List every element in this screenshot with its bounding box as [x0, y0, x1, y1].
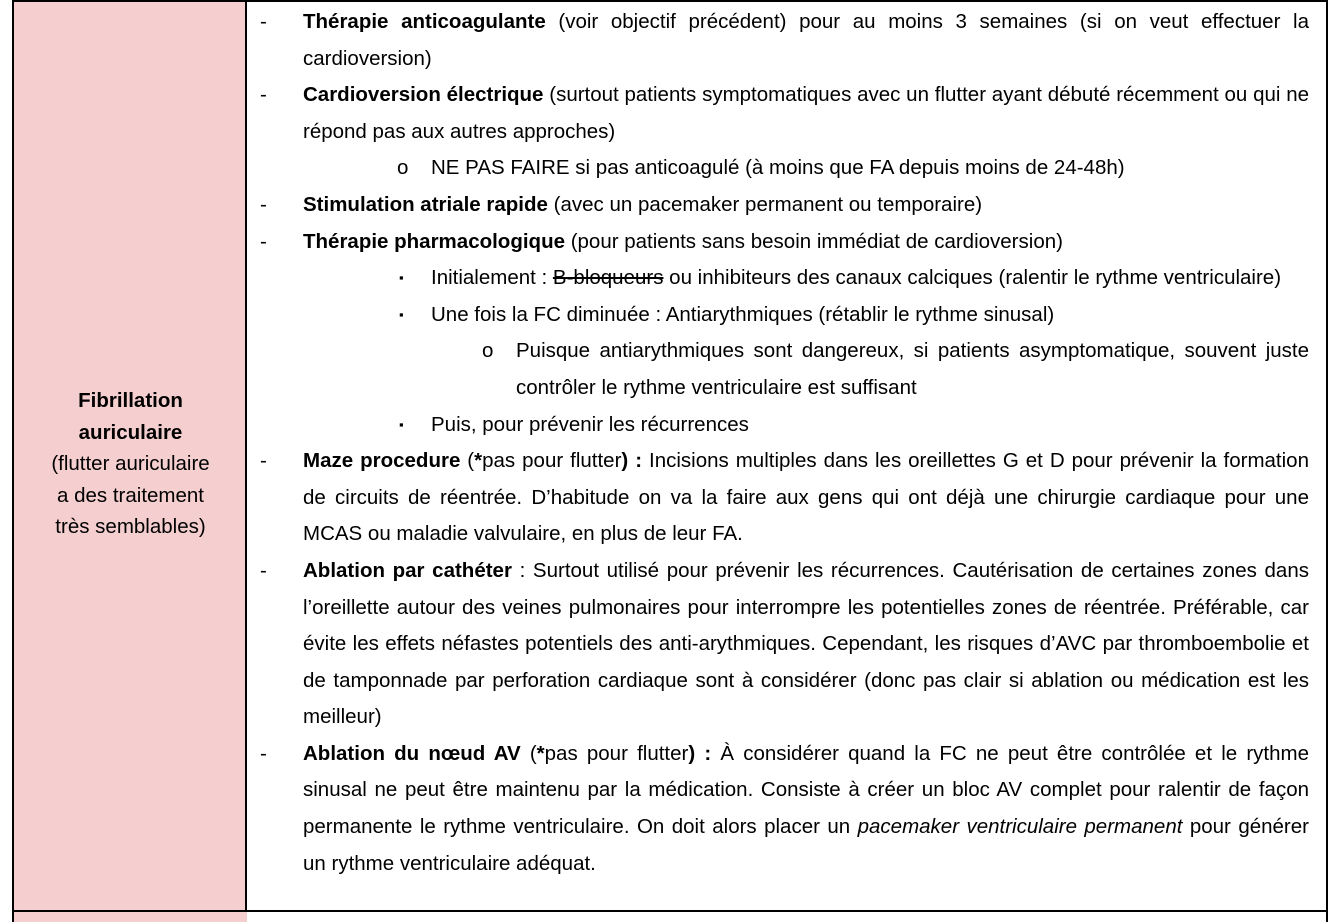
sub-item-text: Une fois la FC diminuée : Antiarythmiques (rétablir le rythme sinusal)	[431, 302, 1055, 326]
dash-marker: -	[260, 192, 267, 216]
square-marker: ▪	[399, 270, 404, 286]
colon: :	[695, 741, 712, 765]
sub-item-prefix: Initialement :	[431, 266, 553, 290]
sub-item-text: ou inhibiteurs des canaux calciques (ralentir le rythme ventriculaire)	[663, 266, 1282, 290]
dash-marker: -	[260, 229, 267, 253]
item-text: Incisions multiples dans les oreillettes G et D pour prévenir la formation de circuits de réentrée. D’habitude on va la faire aux gens qui ont déjà une chirurgie cardiaque pour une MCAS ou maladie valvulaire, en plus de leur FA.	[303, 449, 1309, 546]
treatment-content	[257, 4, 1309, 882]
condition-note-line2: a des traitement	[57, 483, 204, 507]
item-heading: Maze procedure	[303, 449, 461, 473]
condition-label	[14, 385, 247, 543]
dash-marker: -	[260, 741, 267, 765]
list-item-anticoagulation	[257, 4, 1309, 77]
condition-title-line1: Fibrillation	[78, 389, 183, 412]
item-text: (surtout patients symptomatiques avec un flutter ayant débuté récemment ou qui ne répond pas aux autres approches)	[303, 83, 1309, 143]
item-heading: Thérapie anticoagulante	[303, 10, 546, 33]
square-marker: ▪	[399, 416, 404, 432]
dash-marker: -	[260, 10, 267, 33]
sub-item-text: Puis, pour prévenir les récurrences	[431, 412, 749, 436]
square-marker: ▪	[399, 306, 404, 322]
list-item-pharmacology	[257, 224, 1309, 261]
treatment-table	[12, 0, 1328, 922]
sub-item-antiarrhythmics	[257, 297, 1309, 334]
paren-close: )	[688, 741, 696, 765]
item-text-end: pour générer un rythme ventriculaire adéquat.	[303, 815, 1309, 875]
item-italic: pacemaker ventriculaire permanent	[857, 815, 1183, 839]
item-text: À considérer quand la FC ne peut être contrôlée et le rythme sinusal ne peut être maintenu par la médication. Consiste à créer un bloc AV complet pour ralentir de façon permanente le rythme ventriculaire. On doit alors placer un	[303, 741, 1309, 839]
list-item-av-node-ablation	[257, 736, 1309, 882]
list-item-maze	[257, 443, 1309, 553]
sub-item-cardioversion-warning	[257, 150, 1309, 187]
condition-note-line3: très semblables)	[55, 515, 206, 538]
sub-item-text: Puisque antiarythmiques sont dangereux, si patients asymptomatique, souvent juste contrôler le rythme ventriculaire est suffisant	[516, 339, 1309, 399]
item-heading: Ablation par cathéter	[303, 558, 512, 582]
condition-note-line1: (flutter auriculaire	[51, 452, 210, 475]
list-item-stimulation	[257, 187, 1309, 224]
item-text: (avec un pacemaker permanent ou temporaire)	[547, 192, 983, 216]
next-row-cell	[14, 912, 247, 922]
struck-text: B-bloqueurs	[552, 266, 664, 290]
paren-text: pas pour flutter	[544, 741, 689, 765]
dash-marker: -	[260, 558, 267, 582]
dash-marker: -	[260, 449, 267, 473]
star: *	[536, 741, 545, 765]
sub-item-text: NE PAS FAIRE si pas anticoagulé (à moins que FA depuis moins de 24-48h)	[431, 156, 1125, 180]
sub-item-initial	[257, 260, 1309, 297]
circle-marker: o	[397, 156, 409, 180]
item-text: : Surtout utilisé pour prévenir les récurrences. Cautérisation de certaines zones dans l’oreillette autour des veines pulmonaires pour interrompre les potentielles zones de réentrée. Préférable, car évite les effets néfastes potentiels des anti-arythmiques. Cependant, les risques d’AVC par thromboembolie et de tamponnade par perforation cardiaque sont à considérer (donc pas clair si ablation ou médication est les meilleur)	[303, 558, 1309, 729]
item-text: (voir objectif précédent) pour au moins 3 semaines (si on veut effectuer la cardioversion)	[303, 10, 1309, 70]
item-heading: Stimulation atriale rapide	[303, 192, 548, 216]
item-heading: Ablation du nœud AV	[303, 741, 521, 765]
colon: :	[628, 449, 643, 473]
dash-marker: -	[260, 83, 267, 107]
condition-title-line2: auriculaire	[78, 420, 183, 444]
paren-open: (	[520, 741, 537, 765]
list-item-catheter-ablation	[257, 553, 1309, 736]
star: *	[474, 449, 483, 473]
item-heading: Thérapie pharmacologique	[303, 229, 565, 253]
circle-marker: o	[482, 339, 494, 363]
item-heading: Cardioversion électrique	[303, 83, 544, 107]
paren-text: pas pour flutter	[482, 449, 622, 473]
item-text: (pour patients sans besoin immédiat de cardioversion)	[565, 229, 1063, 253]
condition-cell	[14, 2, 247, 912]
paren-open: (	[460, 449, 475, 473]
sub-sub-item-danger	[257, 333, 1309, 406]
paren-close: )	[621, 449, 629, 473]
sub-item-recurrence	[257, 407, 1309, 444]
list-item-cardioversion	[257, 77, 1309, 150]
